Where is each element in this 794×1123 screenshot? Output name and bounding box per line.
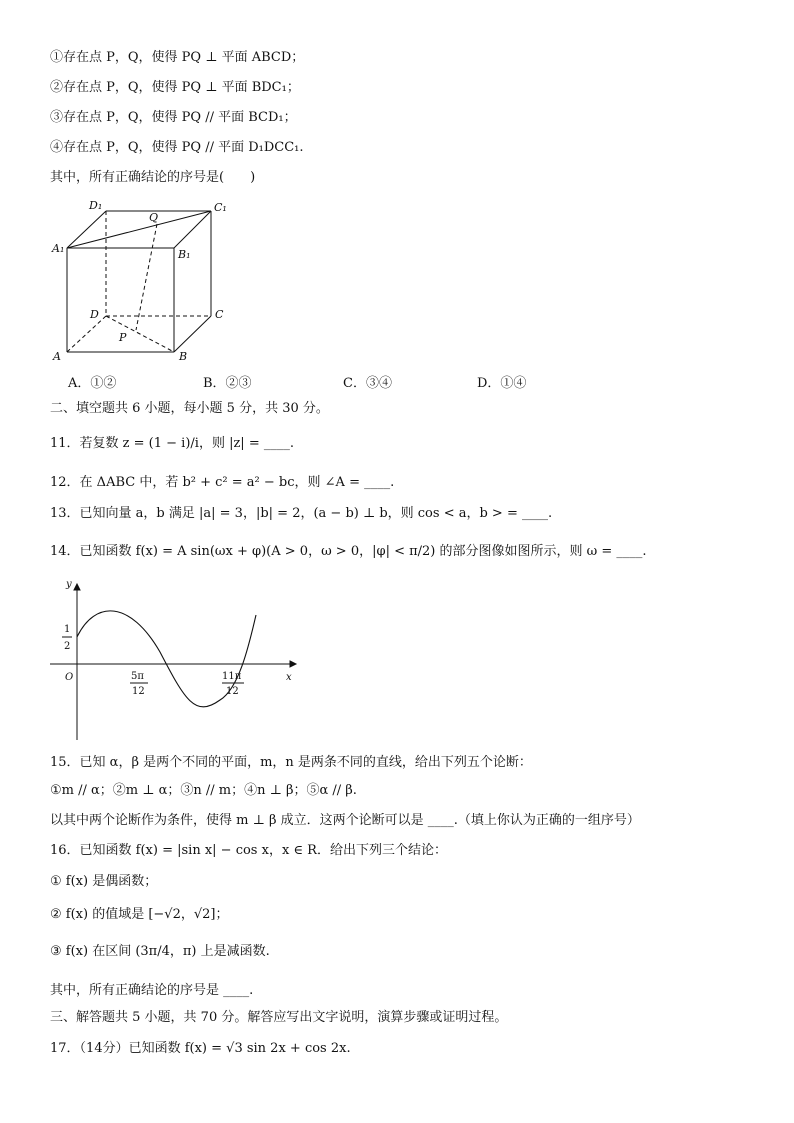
label-P: P (119, 331, 127, 344)
option-b[interactable]: B．②③ (203, 376, 252, 391)
tick2-denominator: 12 (226, 686, 239, 697)
label-A: A (53, 350, 61, 363)
option-d[interactable]: D．①④ (477, 376, 527, 391)
label-A1: A₁ (52, 242, 65, 255)
half-denominator: 2 (64, 641, 71, 652)
y-axis-label: y (66, 579, 72, 590)
statement-2: ②存在点 P，Q，使得 PQ ⊥ 平面 BDC₁； (50, 80, 300, 95)
section-3-heading: 三、解答题共 5 小题，共 70 分。解答应写出文字说明，演算步骤或证明过程。 (50, 1010, 508, 1025)
tick1-denominator: 12 (132, 686, 145, 697)
cube-figure (45, 196, 285, 371)
label-D1: D₁ (89, 199, 103, 212)
question-16: 16．已知函数 f(x) = |sin x| − cos x，x ∈ R．给出下列三个结论： (50, 843, 447, 858)
half-numerator: 1 (64, 624, 71, 635)
question-16-1: ① f(x) 是偶函数； (50, 874, 158, 889)
label-B: B (179, 350, 188, 363)
label-C: C (215, 308, 224, 321)
origin-label: O (65, 672, 74, 683)
question-16-ask: 其中，所有正确结论的序号是 ____. (50, 983, 254, 998)
option-c[interactable]: C．③④ (343, 376, 392, 391)
label-D: D (90, 308, 99, 321)
question-13: 13．已知向量 a，b 满足 |a| = 3，|b| = 2，(a − b) ⊥ b，则 cos < a，b > = ____. (50, 506, 553, 521)
statement-1: ①存在点 P，Q，使得 PQ ⊥ 平面 ABCD； (50, 50, 305, 65)
option-a[interactable]: A．①② (68, 376, 117, 391)
question-15: 15．已知 α，β 是两个不同的平面，m，n 是两条不同的直线，给出下列五个论断： (50, 755, 532, 770)
statement-4: ④存在点 P，Q，使得 PQ // 平面 D₁DCC₁. (50, 140, 304, 155)
question-11: 11．若复数 z = (1 − i)/i，则 |z| = ____. (50, 436, 294, 451)
question-14: 14．已知函数 f(x) = A sin(ωx + φ)(A > 0，ω > 0，|φ| < π/2) 的部分图像如图所示，则 ω = ____. (50, 544, 647, 559)
label-B1: B₁ (178, 248, 191, 261)
question-16-2: ② f(x) 的值域是 [−√2，√2]； (50, 907, 229, 922)
x-axis-label: x (286, 672, 292, 683)
question-15-ask: 以其中两个论断作为条件，使得 m ⊥ β 成立．这两个论断可以是 ____.（填上你认为正确的一组序号） (50, 813, 640, 828)
statement-3: ③存在点 P，Q，使得 PQ // 平面 BCD₁； (50, 110, 297, 125)
label-C1: C₁ (214, 201, 227, 214)
tick1-numerator: 5π (131, 671, 144, 682)
question-12: 12．在 ΔABC 中，若 b² + c² = a² − bc，则 ∠A = ____. (50, 475, 395, 490)
question-16-3: ③ f(x) 在区间 (3π/4，π) 上是减函数. (50, 944, 270, 959)
label-Q: Q (149, 211, 159, 224)
question-prompt: 其中，所有正确结论的序号是( ) (50, 170, 256, 185)
question-15-items: ①m // α；②m ⊥ α；③n // m；④n ⊥ β；⑤α // β. (50, 783, 357, 798)
section-2-heading: 二、填空题共 6 小题，每小题 5 分，共 30 分。 (50, 401, 329, 416)
sine-graph (45, 576, 305, 741)
question-17: 17．（14分）已知函数 f(x) = √3 sin 2x + cos 2x. (50, 1041, 351, 1056)
tick2-numerator: 11π (222, 671, 242, 682)
